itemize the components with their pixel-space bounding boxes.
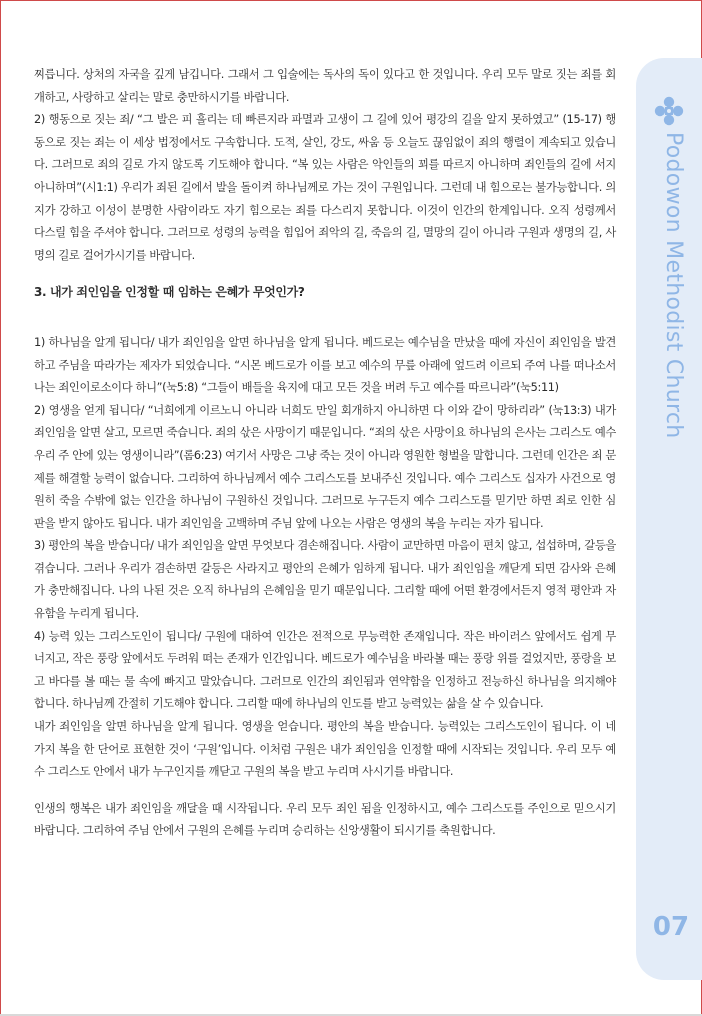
page-number: 07 [652,912,690,942]
paragraph-intro: 찌릅니다. 상처의 자국을 깊게 남깁니다. 그래서 그 입술에는 독사의 독이 있다고 한 것입니다. 우리 모두 말로 짓는 죄를 회개하고, 사랑하고 살리는 말로 충만하시기를 바랍니다. [34,68,616,104]
paragraph-grace-1: 1) 하나님을 알게 됩니다/ 내가 죄인임을 알면 하나님을 알게 됩니다. 베드로는 예수님을 만났을 때에 자신이 죄인임을 발견하고 주님을 따라가는 제자가 되었습니다. “시몬 베드로가 이를 보고 예수의 무릎 아래에 엎드려 이르되 주여 나를 떠나소서 나는 죄인이로소이다 하니”(눅5:8) “그들이 배들을 육지에 대고 모든 것을 버려 두고 예수를 따르니라”(눅5:11) [34,335,616,395]
paragraph-grace-2: 2) 영생을 얻게 됩니다/ “너희에게 이르노니 아니라 너희도 만일 회개하지 아니하면 다 이와 같이 망하리라” (눅13:3) 내가 죄인임을 알면 살고, 모르면 죽습니다. 죄의 삯은 사망이기 때문입니다. “죄의 삯은 사망이요 하나님의 은사는 그리스도 예수 우리 주 안에 있는 영생이니라”(롬6:23) 여기서 사망은 그냥 죽는 것이 아니라 영원한 형벌을 말합니다. 그런데 인간은 죄 문제를 해결할 능력이 없습니다. 그리하여 하나님께서 예수 그리스도를 보내주신 것입니다. 예수 그리스도 십자가 사건으로 영원히 죽을 수밖에 없는 인간을 하나님이 구원하신 것입니다. 그러므로 누구든지 예수 그리스도를 믿기만 하면 죄로 인한 심판을 받지 않아도 됩니다. 내가 죄인임을 고백하며 주님 앞에 나오는 사람은 영생의 복을 누리는 자가 됩니다. [34,403,616,530]
page-border-top [0,0,702,1]
paragraph-grace-3: 3) 평안의 복을 받습니다/ 내가 죄인임을 알면 무엇보다 겸손해집니다. 사람이 교만하면 마음이 편치 않고, 섭섭하며, 갈등을 겪습니다. 그러나 우리가 겸손하면 갈등은 사라지고 평안의 은혜가 임하게 됩니다. 내가 죄인임을 깨닫게 되면 감사와 은혜가 충만해집니다. 나의 나된 것은 오직 하나님의 은혜임을 믿기 때문입니다. 그리할 때에 어떤 환경에서든지 영적 평안과 자유함을 누리게 됩니다. [34,539,616,621]
paragraph-grace-4: 4) 능력 있는 그리스도인이 됩니다/ 구원에 대하여 인간은 전적으로 무능력한 존재입니다. 작은 바이러스 앞에서도 쉽게 무너지고, 작은 풍랑 앞에서도 두려워 떠는 존재가 인간입니다. 베드로가 예수님을 바라볼 때는 풍랑 위를 걸었지만, 풍랑을 보고 바다를 볼 때는 물 속에 빠지고 말았습니다. 그러므로 인간의 죄인됨과 연약함을 인정하고 전능하신 하나님을 의지해야 합니다. 하나님께 간절히 기도해야 합니다. 그리할 때에 하나님의 인도를 받고 능력있는 삶을 살 수 있습니다. [34,629,616,711]
sermon-text [34,64,616,843]
church-name: Podowon Methodist Church [661,132,686,439]
paragraph-summary: 내가 죄인임을 알면 하나님을 알게 됩니다. 영생을 얻습니다. 평안의 복을 받습니다. 능력있는 그리스도인이 됩니다. 이 네 가지 복을 한 단어로 표현한 것이 ‘구원’입니다. 이처럼 구원은 내가 죄인임을 인정할 때에 시작되는 것입니다. 우리 모두 예수 그리스도 안에서 내가 누구인지를 깨닫고 구원의 복을 받고 누리며 사시기를 바랍니다. [34,720,616,779]
paragraph-closing: 인생의 행복은 내가 죄인임을 깨달을 때 시작됩니다. 우리 모두 죄인 됨을 인정하시고, 예수 그리스도를 주인으로 믿으시기 바랍니다. 그리하여 주님 안에서 구원의 은혜를 누리며 승리하는 신앙생활이 되시기를 축원합니다. [34,801,616,838]
cross-flower-icon [654,96,684,126]
paragraph-point-2-deeds: 2) 행동으로 짓는 죄/ “그 발은 피 흘리는 데 빠른지라 파멸과 고생이 그 길에 있어 평강의 길을 알지 못하였고” (15-17) 행동으로 짓는 죄는 이 세상 법정에서도 구속합니다. 도적, 살인, 강도, 싸움 등 오늘도 끊임없이 죄의 행렬이 계속되고 있습니다. 그러므로 죄의 길로 가지 않도록 기도해야 합니다. “복 있는 사람은 악인들의 꾀를 따르지 아니하며 죄인들의 길에 서지 아니하며”(시1:1) 우리가 죄된 길에서 발을 돌이켜 하나님께로 가는 것이 구원입니다. 그런데 내 힘으로는 불가능합니다. 의지가 강하고 이성이 분명한 사람이라도 자기 힘으로는 죄를 다스리지 못합니다. 이것이 인간의 한계입니다. 오직 성령께서 다스릴 힘을 주셔야 합니다. 그러므로 성령의 능력을 힘입어 죄악의 길, 죽음의 길, 멸망의 길이 아니라 구원과 생명의 길, 사명의 길로 걸어가시기를 바랍니다. [34,113,616,262]
page-border-left [0,0,1,1016]
section-heading: 3. 내가 죄인임을 인정할 때 임하는 은혜가 무엇인가? [34,285,305,300]
